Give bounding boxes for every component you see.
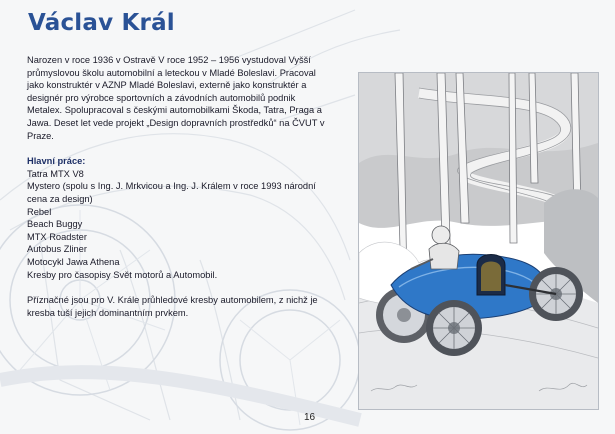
works-item: MTX Roadster	[27, 231, 87, 242]
closing-paragraph: Příznačné jsou pro V. Krále průhledové kresby automobilem, z nichž je kresba tuší jejich dominantním prvkem.	[27, 295, 318, 318]
works-heading: Hlavní práce:	[27, 156, 86, 167]
works-item: Kresby pro časopisy Svět motorů a Automobil.	[27, 269, 218, 280]
article-text	[27, 54, 332, 319]
page-number: 16	[304, 412, 316, 423]
racing-car-illustration	[358, 72, 599, 410]
works-list	[27, 168, 332, 281]
page-title: Václav Král	[28, 10, 175, 36]
works-item: Tatra MTX V8	[27, 168, 84, 179]
bio-paragraph: Narozen v roce 1936 v Ostravě V roce 1952 – 1956 vystudoval Vyšší průmyslovou školu automobilní a leteckou v Mladé Boleslavi. Pracoval jako konstruktér v AZNP Mladé Boleslavi, externě jako konstruktér a designér pro výrobce sportovních a závodních automobilů podnik Metalex. Spolupracoval s českými automobilkami Škoda, Tatra, Praga a Jawa. Deset let vede projekt „Design dopravních prostředků“ na ČVUT v Praze.	[27, 55, 325, 141]
works-item: Beach Buggy	[27, 219, 83, 230]
works-item: Motocykl Jawa Athena	[27, 256, 120, 267]
works-item: Autobus Zliner	[27, 244, 87, 255]
works-item: Rebel	[27, 206, 52, 217]
works-item: Mystero (spolu s Ing. J. Mrkvicou a Ing. J. Králem v roce 1993 národní cena za design)	[27, 181, 316, 204]
